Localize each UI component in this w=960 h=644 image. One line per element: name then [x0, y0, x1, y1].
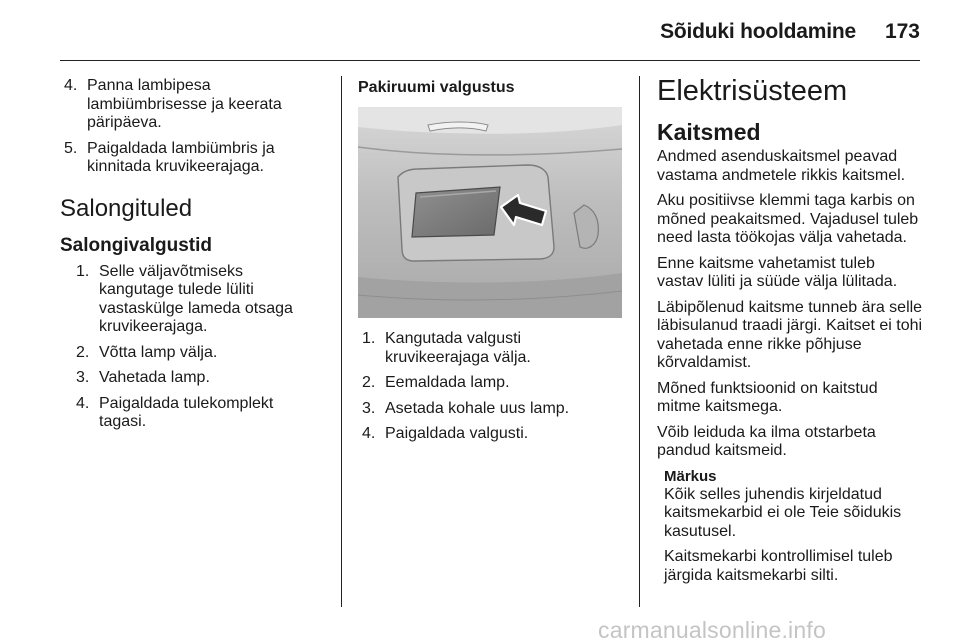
- list-item: 3. Asetada kohale uus lamp.: [362, 399, 570, 417]
- column-1: [60, 60, 320, 439]
- note-box: [657, 468, 923, 586]
- photo-icon: [358, 107, 622, 318]
- note-paragraph: Kõik selles juhendis kirjeldatud kaitsmekarbid ei ole Teie sõidukis kasutusel.: [664, 485, 902, 540]
- list-item: 1. Selle väljavõtmiseks kangutage tulede lüliti vastaskülge lameda otsaga kruvikeerajaga.: [76, 262, 293, 335]
- steps-list: [60, 263, 320, 432]
- section-title: Pakiruumi valgustus: [358, 79, 515, 96]
- note-paragraph: Kaitsmekarbi kontrollimisel tuleb järgida kaitsmekarbi silti.: [664, 548, 893, 584]
- list-item: 1. Kangutada valgusti kruvikeerajaga välja.: [362, 330, 531, 366]
- column-3: [657, 60, 923, 592]
- list-item: 4. Paigaldada tulekomplekt tagasi.: [76, 394, 274, 430]
- paragraph: Läbipõlenud kaitsme tunneb ära selle läbisulanud traadi järgi. Kaitset ei tohi vahetada enne rikke põhjuse kõrvaldamist.: [657, 298, 923, 371]
- paragraph: Aku positiivse klemmi taga karbis on mõned peakaitsmed. Vajadusel tuleb need lasta töökojas välja vahetada.: [657, 192, 919, 246]
- paragraph: Enne kaitsme vahetamist tuleb vastav lüliti ja süüde välja lülitada.: [657, 254, 898, 290]
- header-title: Sõiduki hooldamine: [660, 20, 856, 43]
- paragraph: Andmed asenduskaitsmel peavad vastama andmetele rikkis kaitsmel.: [657, 148, 906, 184]
- list-item: 4. Panna lambipesa lambiümbrisesse ja keerata päripäeva.: [64, 77, 282, 131]
- subsection-title: Salongivalgustid: [60, 234, 213, 256]
- page-header: [60, 18, 920, 61]
- list-item: 4. Paigaldada valgusti.: [362, 425, 529, 442]
- list-item: 5. Paigaldada lambiümbris ja kinnitada kruvikeerajaga.: [64, 139, 275, 175]
- paragraph: Mõned funktsioonid on kaitstud mitme kaitsmega.: [657, 379, 878, 415]
- subsection-title: Kaitsmed: [657, 119, 761, 145]
- section-title: Salongituled: [60, 194, 193, 222]
- page-number: 173: [884, 20, 920, 43]
- steps-top-list: [60, 77, 320, 177]
- list-item: 3. Vahetada lamp.: [76, 369, 210, 386]
- column-2-steps: [358, 330, 622, 451]
- list-item: 2. Võtta lamp välja.: [76, 343, 218, 361]
- trunk-light-illustration: [358, 107, 622, 318]
- column-divider: [639, 76, 640, 607]
- watermark: carmanualsonline.info: [598, 617, 826, 643]
- paragraph: Võib leiduda ka ilma otstarbeta pandud kaitsmeid.: [657, 423, 876, 459]
- column-2: [358, 60, 622, 97]
- column-divider: [341, 76, 342, 607]
- note-title: Märkus: [664, 467, 717, 485]
- steps-list: [358, 330, 622, 444]
- list-item: 2. Eemaldada lamp.: [362, 374, 510, 391]
- section-title: Elektrisüsteem: [657, 75, 848, 107]
